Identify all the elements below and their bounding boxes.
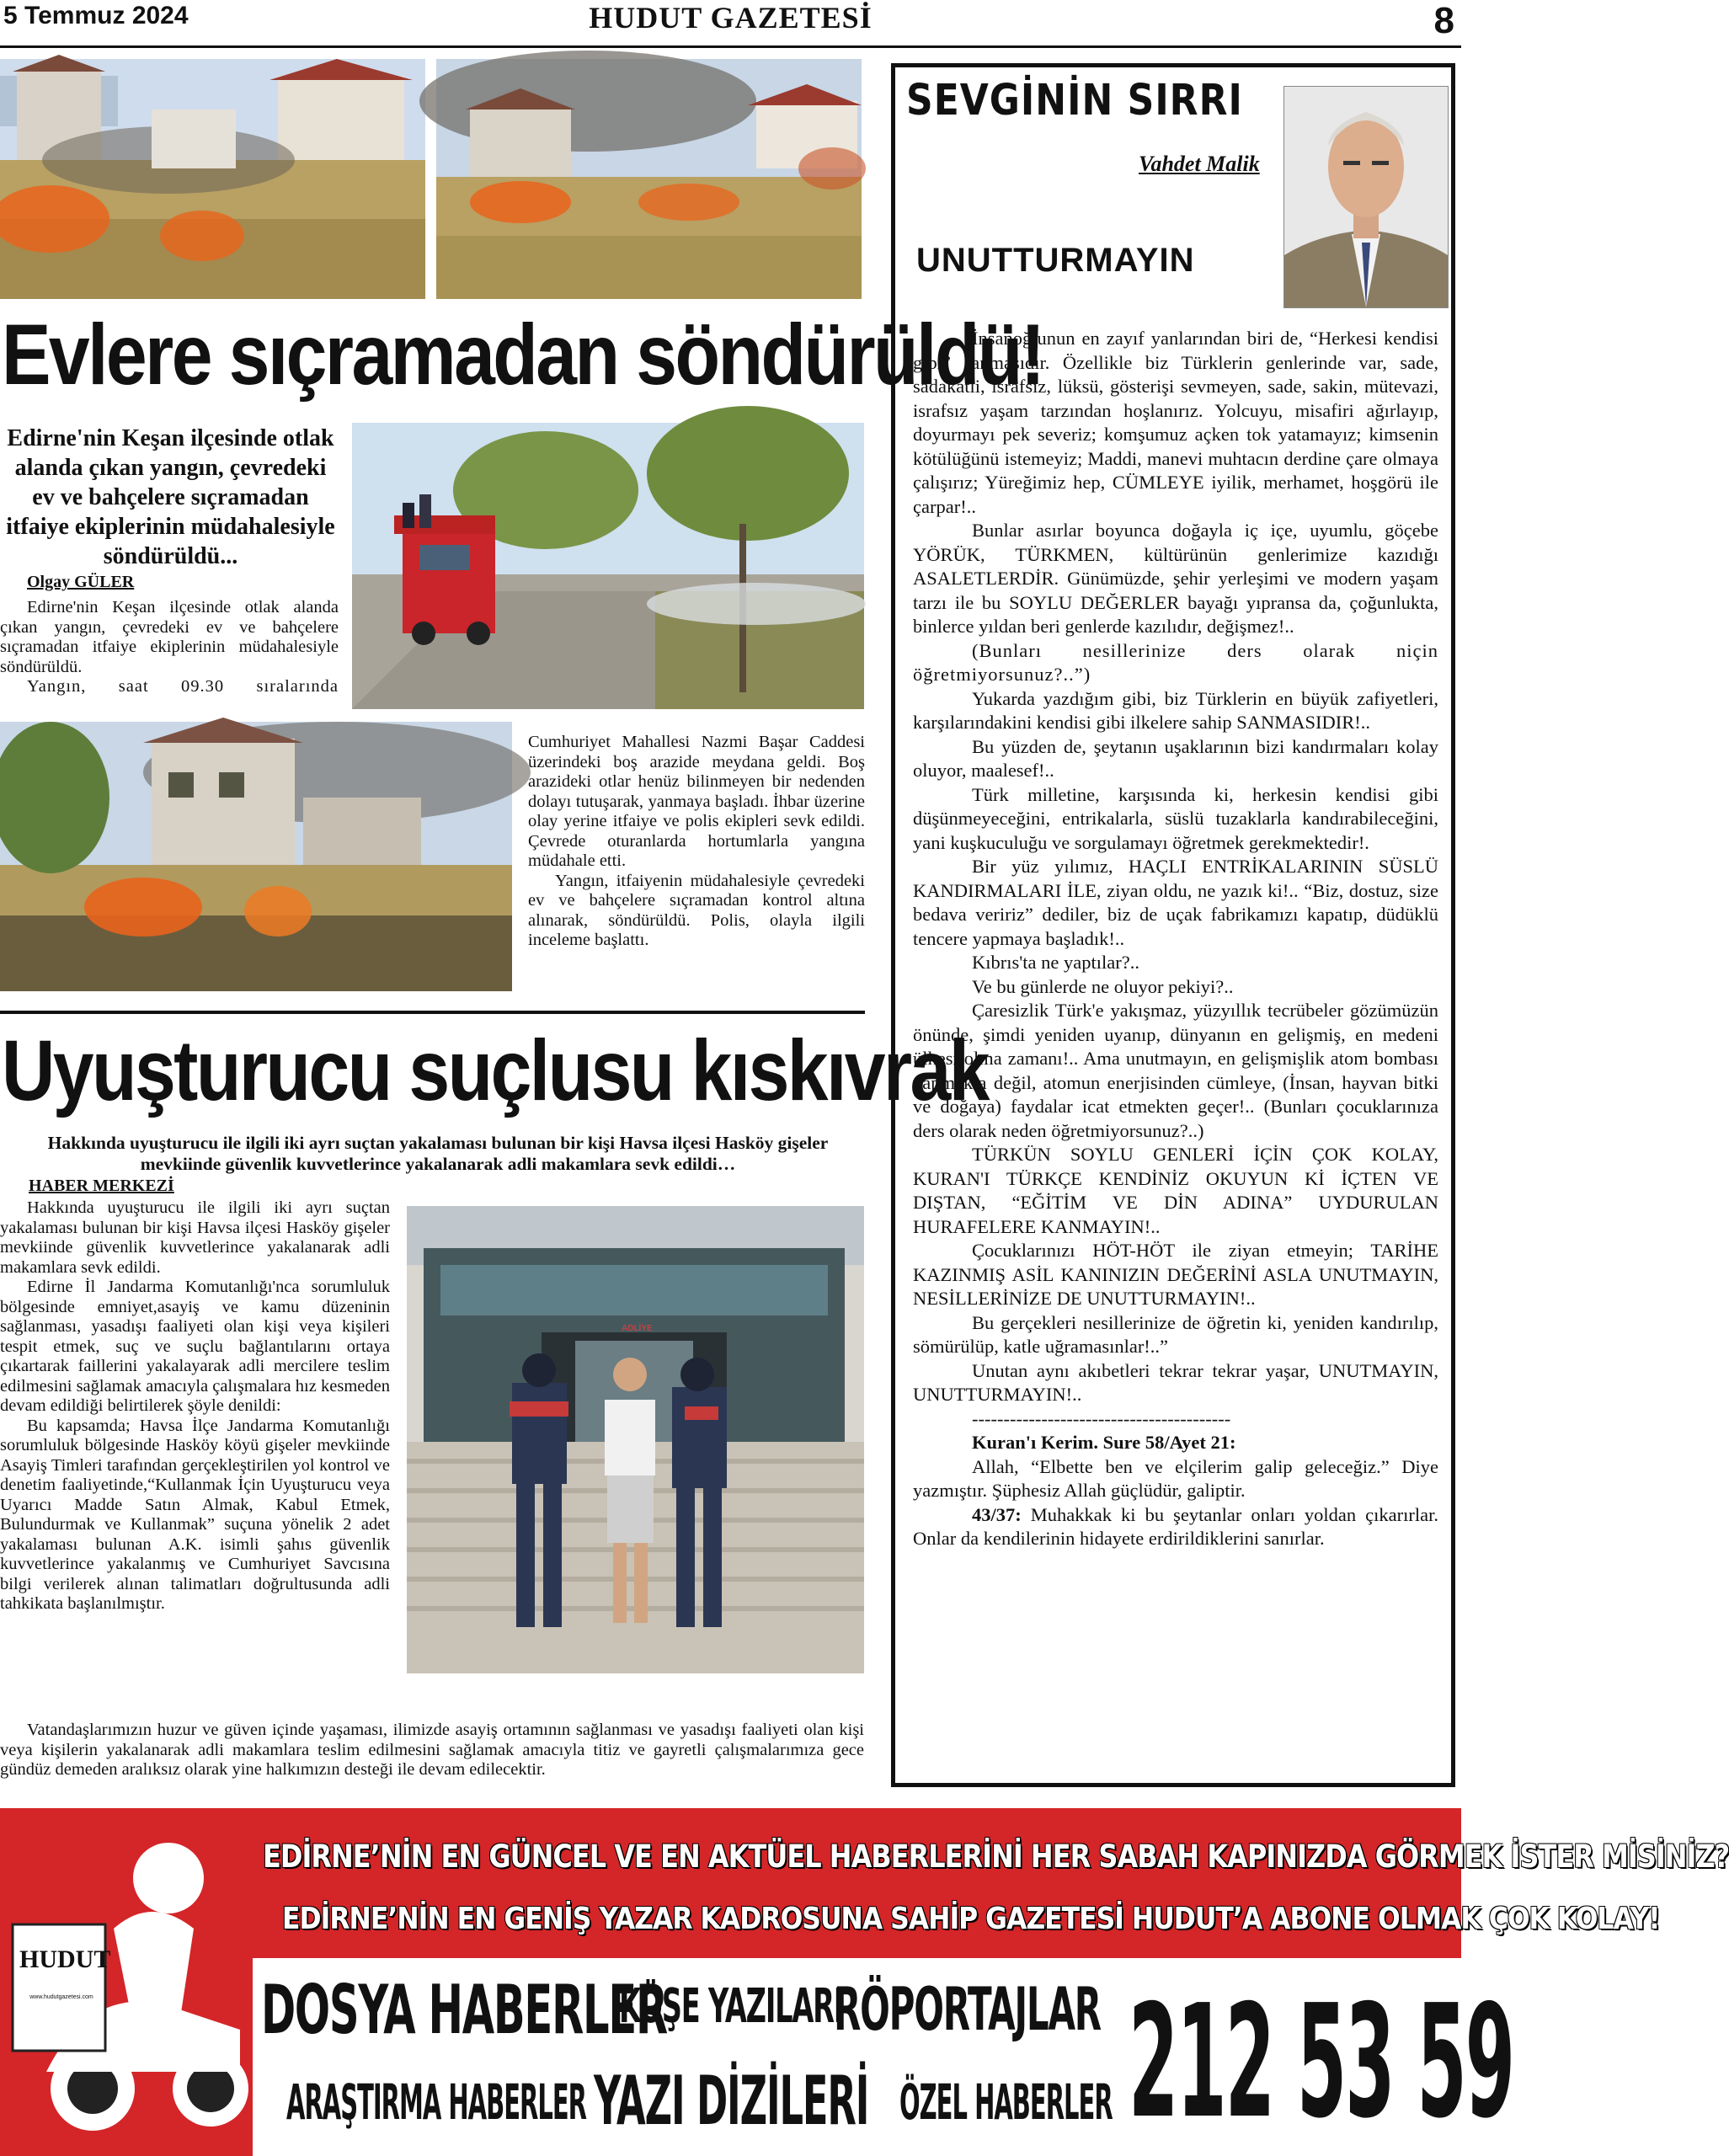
article2-lead: Hakkında uyuşturucu ile ilgili iki ayrı suçtan yakalaması bulunan bir kişi Havsa ilçesi Hasköy gişeler mevkiinde güvenlik kuvvetlerince yakalanarak adli makamlara sevk edildi… — [47, 1133, 829, 1174]
column-paragraph: Kıbrıs'ta ne yaptılar?.. — [972, 952, 1139, 973]
arrest-photo — [407, 1206, 864, 1673]
ad-line-2: EDİRNE’NİN EN GENİŞ YAZAR KADROSUNA SAHİP GAZETESİ HUDUT’A ABONE OLMAK ÇOK KOLAY! — [282, 1902, 1660, 1936]
article1-paragraph: Cumhuriyet Mahallesi Nazmi Başar Caddesi üzerindeki boş arazide meydana geldi. Boş arazideki otlar henüz bilinmeyen bir nedenden dolayı tutuşarak, yanmaya başladı. İhbar üzerine olay yerine itfaiye ve polis ekipleri sevk edildi. Çevrede oturanlarda hortumlarla yangına müdahale etti. — [528, 733, 865, 870]
ad-line-1: EDİRNE’NİN EN GÜNCEL VE EN AKTÜEL HABERLERİNİ HER SABAH KAPINIZDA GÖRMEK İSTER MİSİNİZ? — [263, 1838, 1729, 1875]
column-series-title: SEVGİNİN SIRRI — [906, 76, 1243, 125]
column-body — [913, 327, 1438, 1551]
ad-dosya: DOSYA HABERLER — [261, 1971, 667, 2049]
courthouse-sign: ADLİYE — [622, 1324, 653, 1333]
ad-yazi: YAZI DİZİLERİ — [594, 2062, 869, 2140]
quran-heading: Kuran'ı Kerim. Sure 58/Ayet 21: — [972, 1432, 1236, 1453]
column-paragraph: Türk milletine, karşısında ki, herkesin kendisi gibi düşünmeyeceğini, entrikalarla, süslü tuzaklarla kandırabileceğini, yani kuşkuculuğu ve sorgulamayı öğretmek gerekmektedir!. — [913, 783, 1438, 853]
ad-roportaj: RÖPORTAJLAR — [834, 1975, 1101, 2044]
quran-verse-2-ref: 43/37: — [972, 1503, 1022, 1525]
column-paragraph: TÜRKÜN SOYLU GENLERİ İÇİN ÇOK KOLAY, KURAN'I TÜRKÇE KENDİNİZ OKUYUN Kİ İÇTEN VE DIŞTAN, “EĞİTİM VE DİN ADINA” UYDURULAN HURAFELERE KANMAYIN!.. — [913, 1144, 1438, 1237]
article1-paragraph: Edirne'nin Keşan ilçesinde otlak alanda çıkan yangın, çevredeki ev ve bahçelere sıçramadan itfaiye ekiplerinin müdahalesiyle söndürüldü. — [0, 598, 339, 676]
article1-body-col2 — [528, 733, 865, 951]
article1-headline: Evlere sıçramadan söndürüldü! — [2, 307, 1043, 403]
article1-paragraph: Yangın, saat 09.30 sıralarında — [27, 677, 339, 696]
ad-arastirma: ARAŞTIRMA HABERLER — [286, 2073, 586, 2131]
article2-byline: HABER MERKEZİ — [29, 1177, 174, 1195]
fire-photo-left — [0, 59, 425, 299]
ad-logo-url: www.hudutgazetesi.com — [29, 1994, 93, 2000]
article2-paragraph: Vatandaşlarımızın huzur ve güven içinde yaşaması, ilimizde asayiş ortamının sağlanması ve yasadışı faaliyeti olan kişi veya kişilerin yakalanarak adli makamlara teslim edilmesini sağlamak amacıyla titiz ve gayretli çalışmalarımıza gece gündüz demeden aralıksız olarak yine halkımızın desteği ile devam edilecektir. — [0, 1721, 864, 1779]
column-paragraph: Unutan aynı akıbetleri tekrar tekrar yaşar, UNUTMAYIN, UNUTTURMAYIN!.. — [913, 1359, 1438, 1405]
column-paragraph: Ve bu günlerde ne oluyor pekiyi?.. — [972, 975, 1234, 997]
column-separator: ----------------------------------------- — [972, 1407, 1231, 1429]
quran-verse-2-text: Muhakkak ki bu şeytanlar onları yoldan çıkarırlar. Onlar da kendilerinin hidayete erdirildiklerini sanırlar. — [913, 1503, 1438, 1549]
delivery-illustration — [13, 1819, 253, 2148]
column-paragraph: Bunlar asırlar boyunca doğayla iç içe, uyumlu, göçebe YÖRÜK, TÜRKMEN, kültürünün genlerimize kazıdığı ASALETLERDİR. Günümüzde, şehir yerleşimi ve modern yaşam tarzı ile bu SOYLU DEĞERLER bayağı yıpransa da, çoğunlukta, binlerce yıldan beri genlerde kazılıdır, değişmez!.. — [913, 520, 1438, 637]
column-title: UNUTTURMAYIN — [916, 242, 1195, 279]
fire-truck-photo — [352, 423, 864, 709]
newspaper-name: HUDUT GAZETESİ — [589, 1, 873, 35]
author-portrait — [1283, 86, 1449, 308]
quran-verse-1: Allah, “Elbette ben ve elçilerim galip geleceğiz.” Diye yazmıştır. Şüphesiz Allah güçlüdür, galiptir. — [913, 1455, 1438, 1501]
ad-ozel: ÖZEL HABERLER — [899, 2073, 1113, 2131]
column-paragraph: Çocuklarınızı HÖT-HÖT ile ziyan etmeyin; TARİHE KAZINMIŞ ASİL KANINIZIN DEĞERİNİ ASLA UNUTMAYIN, NESİLLERİNİZE DE UNUTTURMAYIN!.. — [913, 1240, 1438, 1309]
article2-paragraph: Bu kapsamda; Havsa İlçe Jandarma Komutanlığı sorumluluk bölgesinde Hasköy köyü gişeler mevkiinde Asayiş Timleri tarafından gerçekleştirilen yol kontrol ve denetim faaliyetinde,“Kullanmak İçin Uyuşturucu veya Uyarıcı Madde Satın Almak, Kabul Etmek, Bulundurmak ve Kullanmak” suçuna yönelik 2 adet yakalaması bulunan A.K. isimli şahıs güvenlik kuvvetlerince yakalanmış ve Cumhuriyet Savcısına bilgi verilerek alınan talimatları doğrultusunda adli tahkikata başlanılmıştır. — [0, 1416, 390, 1613]
article1-lead: Edirne'nin Keşan ilçesinde otlak alanda çıkan yangın, çevredeki ev ve bahçelere sıçramadan itfaiye ekiplerinin müdahalesiyle söndürüldü... — [6, 425, 335, 569]
header-rule — [0, 45, 1461, 48]
column-paragraph: (Bunları nesillerinize ders olarak niçin öğretmiyorsunuz?..”) — [913, 639, 1438, 685]
article2-body-col1 — [0, 1198, 390, 1614]
article2-headline: Uyuşturucu suçlusu kıskıvrak — [2, 1022, 988, 1118]
article1-paragraph: Yangın, itfaiyenin müdahalesiyle çevredeki ev ve bahçelere sıçramadan kontrol altına alınarak, söndürüldü. Polis, olayla ilgili inceleme başlattı. — [528, 871, 865, 949]
column-paragraph: Çaresizlik Türk'e yakışmaz, yüzyıllık tecrübeler gözümüzün önünde, şimdi yeniden uyanıp, dünyanın en gelişmiş, en medeni ülkesi olma zamanı!.. Ama unutmayın, en gelişmişlik atom bombası yapmakta değil, atomun enerjisinden cümleye, (İnsan, hayvan bitki ve doğaya) faydalar icat etmekten geçer!.. (Bunları çocuklarınıza ders olarak neden öğretmiyorsunuz?..) — [913, 1000, 1438, 1141]
page-number: 8 — [1433, 0, 1454, 41]
article2-body-full — [0, 1721, 864, 1780]
quran-verse-2 — [913, 1503, 1438, 1551]
ad-phone: 212 53 59 — [1129, 1971, 1514, 2153]
column-paragraph: Bu gerçekleri nesillerinize de öğretin ki, yeniden kandırılıp, sömürülüp, katle uğramasınlar!..” — [913, 1311, 1438, 1357]
column-paragraph: Bir yüz yılımız, HAÇLI ENTRİKALARININ SÜSLÜ KANDIRMALARI İLE, ziyan oldu, ne yazık ki!.. “Biz, dostuz, size bedava veririz” dediler, biz de uçak fabrikamızı kapatıp, düdüklü tencere yapmaya başladık!.. — [913, 856, 1438, 949]
article2-paragraph: Hakkında uyuşturucu ile ilgili iki ayrı suçtan yakalaması bulunan bir kişi Havsa ilçesi Hasköy gişeler mevkiinde güvenlik kuvvetlerince yakalanarak adli makamlara sevk edildi. — [0, 1198, 390, 1277]
article1-body-col1 — [0, 598, 339, 697]
issue-date: 5 Temmuz 2024 — [3, 2, 189, 29]
column-paragraph: Yukarda yazdığım gibi, biz Türklerin en büyük zafiyetleri, karşılarındakini kendisi gibi ilkelere sahip SANMASIDIR!.. — [913, 687, 1438, 733]
article1-byline: Olgay GÜLER — [27, 573, 135, 591]
article2-paragraph: Edirne İl Jandarma Komutanlığı'nca sorumluluk bölgesinde emniyet,asayiş ve kamu düzeninin sağlanması, yasadışı faaliyeti olan kişi veya kişileri tespit etmek, suç ve suçlu bağlantılarını ortaya çıkartarak faillerini yakalayarak adli mercilere teslim edilmesini sağlamak amacıyla çalışmalara hız kesmeden devam edildiği belirtilerek şöyle denildi: — [0, 1278, 390, 1415]
column-author: Vahdet Malik — [1139, 152, 1260, 176]
column-paragraph: İnsanoğlunun en zayıf yanlarından biri de, “Herkesi kendisi gibi” sanmasıdır. Özellikle biz Türklerin genlerinde var, sade, sadakatli, israfsız, lüksü, gösterişi sevmeyen, sade, sakin, mütevazi, israfsız yaşam tarzından hoşlanırız. Yolcuyu, misafiri ağırlayıp, doyurmayı pek severiz; komşumuz açken tok yatamayız; kimsenin kötülüğünü istemeyiz; Maddi, manevi muhtacın derdine çare olmaya çalışırız; Yüreğimiz hep, CÜMLEYE iyilik, merhamet, hoşgörü ile çarpar!.. — [913, 328, 1438, 517]
article-divider — [0, 1011, 865, 1014]
fire-photo-right — [436, 59, 862, 299]
ad-kose: KÖŞE YAZILARI — [619, 1979, 844, 2034]
field-fire-photo — [0, 722, 512, 991]
ad-logo: HUDUT — [19, 1945, 111, 1973]
column-paragraph: Bu yüzden de, şeytanın uşaklarının bizi kandırmaları kolay oluyor, maalesef!.. — [913, 735, 1438, 781]
